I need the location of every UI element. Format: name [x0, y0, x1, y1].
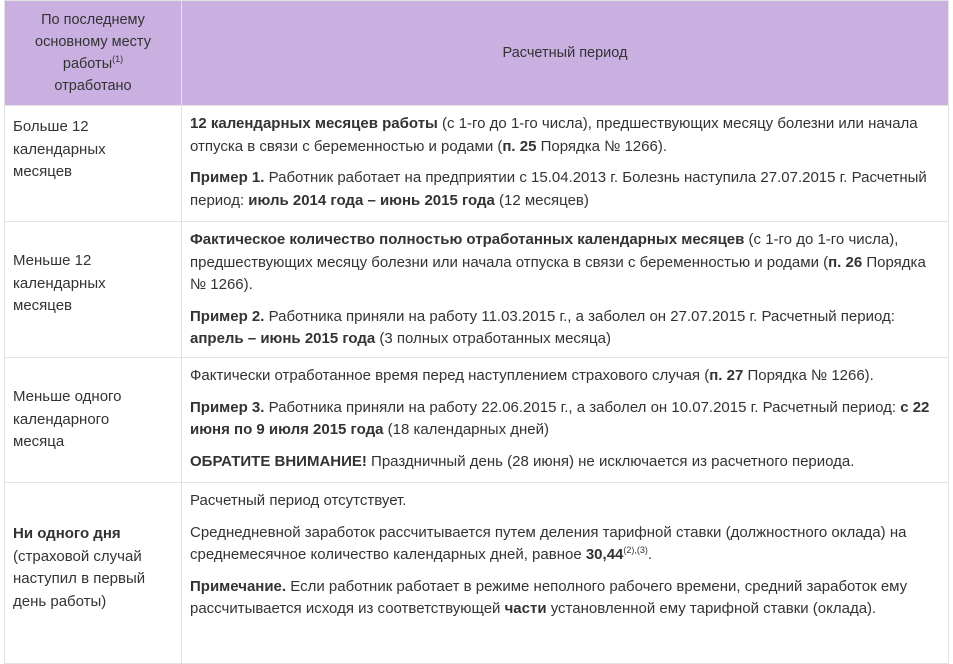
row-label: Меньше 12 календарных месяцев — [5, 222, 182, 358]
footnote-ref[interactable]: (2),(3) — [623, 545, 648, 555]
example-paragraph: Пример 2. Работника приняли на работу 11.03.2015 г., а заболел он 27.07.2015 г. Расчетный период: апрель – июнь 2015 года (3 полных отработанных месяца) — [190, 307, 895, 347]
formula-paragraph: Среднедневной заработок рассчитывается путем деления тарифной ставки (должностного оклада) на среднемесячное количество календарных дней, равное $30,44^{(2),(3)}$. — [190, 523, 907, 563]
table-header-row — [5, 1, 949, 106]
note-paragraph: Примечание. Если работник работает в режиме неполного рабочего времени, средний заработок ему рассчитывается исходя из соответствующей части установленной ему тарифной ставки (оклада). — [190, 577, 908, 617]
table-row — [5, 483, 949, 664]
rule-paragraph: Расчетный период отсутствует. — [190, 492, 407, 509]
table-row — [5, 222, 949, 358]
header-worked-period: По последнему основному месту работы$^{(1)}$ отработано — [5, 1, 182, 106]
rule-paragraph: Фактическое количество полностью отработанных календарных месяцев (с 1-го до 1-го числа), предшествующих месяцу болезни или начала отпуска в связи с беременностью и родами (п. 26 Порядка № 1266). — [190, 231, 926, 293]
example-paragraph: Пример 3. Работника приняли на работу 22.06.2015 г., а заболел он 10.07.2015 г. Расчетный период: с 22 июня по 9 июля 2015 года (18 календарных дней) — [190, 398, 930, 438]
row-description — [182, 106, 949, 222]
row-label: Ни одного дня (страховой случай наступил в первый день работы) — [5, 483, 182, 664]
header-calculation-period: Расчетный период — [182, 1, 949, 106]
table-row — [5, 106, 949, 222]
calculation-period-table — [4, 0, 949, 664]
row-description — [182, 483, 949, 664]
example-paragraph: Пример 1. Работник работает на предприятии с 15.04.2013 г. Болезнь наступила 27.07.2015 г. Расчетный период: июль 2014 года – июнь 2015 года (12 месяцев) — [190, 169, 927, 209]
row-label: Больше 12 календарных месяцев — [5, 106, 182, 222]
rule-paragraph: Фактически отработанное время перед наступлением страхового случая (п. 27 Порядка № 1266). — [190, 367, 874, 384]
row-description — [182, 222, 949, 358]
row-description — [182, 358, 949, 483]
table-row — [5, 358, 949, 483]
rule-paragraph: 12 календарных месяцев работы (с 1-го до 1-го числа), предшествующих месяцу болезни или начала отпуска в связи с беременностью и родами (п. 25 Порядка № 1266). — [190, 115, 918, 155]
attention-paragraph: ОБРАТИТЕ ВНИМАНИЕ! Праздничный день (28 июня) не исключается из расчетного периода. — [190, 452, 855, 470]
footnote-ref[interactable]: (1) — [112, 54, 124, 65]
row-label: Меньше одного календарного месяца — [5, 358, 182, 483]
